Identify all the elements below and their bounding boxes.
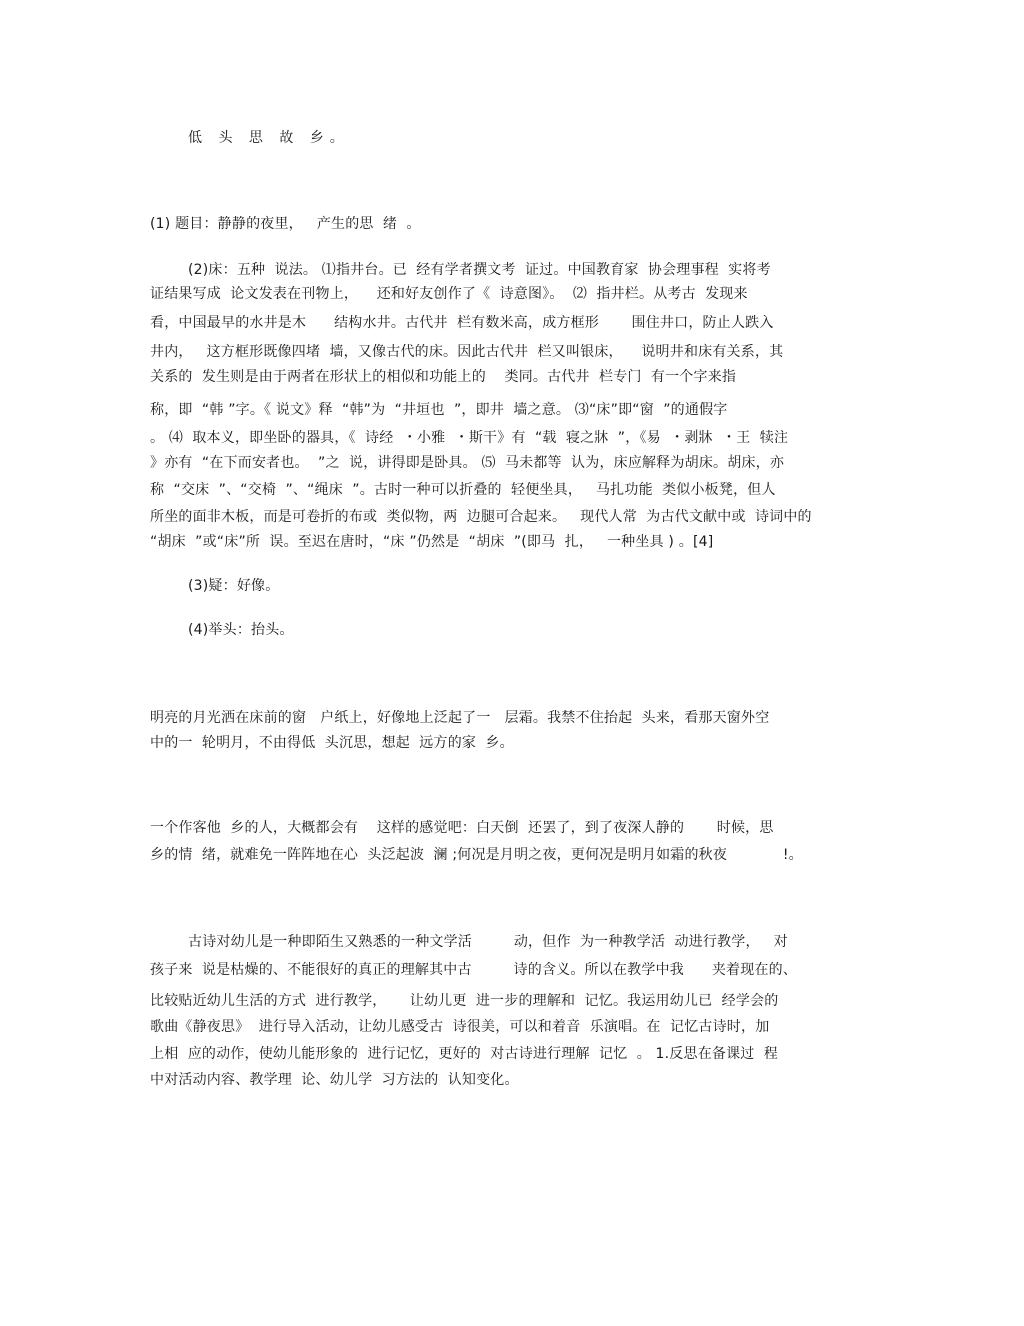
- note-2-line: 看，中国最早的水井是木 结构水井。古代井 栏有数米高，成方框形 围住井口，防止人跌入: [150, 315, 774, 331]
- appreciation-line: 一个作客他 乡的人，大概都会有 这样的感觉吧：白天倒 还罢了，到了夜深人静的 时候，思: [150, 820, 774, 836]
- reflection-line: 古诗对幼儿是一种即陌生又熟悉的一种文学活 动，但作 为一种教学活 动进行教学， 对: [188, 934, 788, 950]
- translation-line: 中的一 轮明月，不由得低 头沉思，想起 远方的家 乡。: [150, 735, 514, 751]
- note-2-line: (2)床：五种 说法。 ⑴指井台。已 经有学者撰文考 证过。中国教育家 协会理事程 实将考: [188, 262, 771, 278]
- reflection-line: 中对活动内容、教学理 论、幼儿学 习方法的 认知变化。: [150, 1072, 519, 1088]
- reflection-line: 上相 应的动作，使幼儿能形象的 进行记忆，更好的 对古诗进行理解 记忆 。 1.反思在备课过 程: [150, 1046, 779, 1062]
- note-2-line: 所坐的面非木板，而是可卷折的布或 类似物，两 边腿可合起来。 现代人常 为古代文献中或 诗词中的: [150, 509, 812, 525]
- note-2-line: “胡床 ”或“床”所 误。至迟在唐时，“床 ”仍然是 “胡床 ”(即马 扎， 一种坐具 ) 。[4]: [150, 534, 714, 550]
- note-4-raise-head: (4)举头：抬头。: [188, 622, 294, 638]
- poem-line: 低 头 思 故 乡。: [188, 130, 350, 146]
- note-2-line: 井内， 这方框形既像四堵 墙，又像古代的床。因此古代井 栏又叫银床， 说明井和床有关系，其: [150, 344, 784, 360]
- note-3-doubt: (3)疑：好像。: [188, 578, 280, 594]
- reflection-line: 比较贴近幼儿生活的方式 进行教学， 让幼儿更 进一步的理解和 记忆。我运用幼儿已 经学会的: [150, 993, 779, 1009]
- translation-line: 明亮的月光洒在床前的窗 户纸上，好像地上泛起了一 层霜。我禁不住抬起 头来，看那天窗外空: [150, 710, 770, 726]
- reflection-line: 歌曲《静夜思》 进行导入活动，让幼儿感受古 诗很美，可以和着音 乐演唱。在 记忆古诗时，加: [150, 1019, 770, 1035]
- note-2-line: 。 ⑷ 取本义，即坐卧的器具，《 诗经 ・小雅 ・斯干》有 “载 寝之牀 ”，《易 ・剥牀 ・王 犊注: [150, 430, 789, 446]
- note-2-line: 关系的 发生则是由于两者在形状上的相似和功能上的 类同。古代井 栏专门 有一个字来指: [150, 369, 737, 385]
- note-1-title: (1) 题目：静静的夜里， 产生的思 绪 。: [150, 216, 421, 232]
- note-2-line: 称 “交床 ”、“交椅 ”、“绳床 ”。古时一种可以折叠的 轻便坐具， 马扎功能 类似小板凳，但人: [150, 482, 776, 498]
- note-2-line: 称，即 “韩 ”字。《 说文》释 “韩”为 “井垣也 ”，即井 墙之意。 ⑶“床”即“窗 ”的通假字: [150, 402, 728, 418]
- reflection-line: 孩子来 说是枯燥的、不能很好的真正的理解其中古 诗的含义。所以在教学中我 夹着现在的、: [150, 962, 798, 978]
- appreciation-line: 乡的情 绪，就难免一阵阵地在心 头泛起波 澜 ;何况是月明之夜，更何况是明月如霜的秋夜 !。: [150, 847, 803, 863]
- note-2-line: 》亦有 “在下而安者也。 ”之 说，讲得即是卧具。 ⑸ 马未都等 认为，床应解释为胡床。胡床，亦: [150, 455, 785, 471]
- note-2-line: 证结果写成 论文发表在刊物上， 还和好友创作了《 诗意图》。 ⑵ 指井栏。从考古 发现来: [150, 286, 748, 302]
